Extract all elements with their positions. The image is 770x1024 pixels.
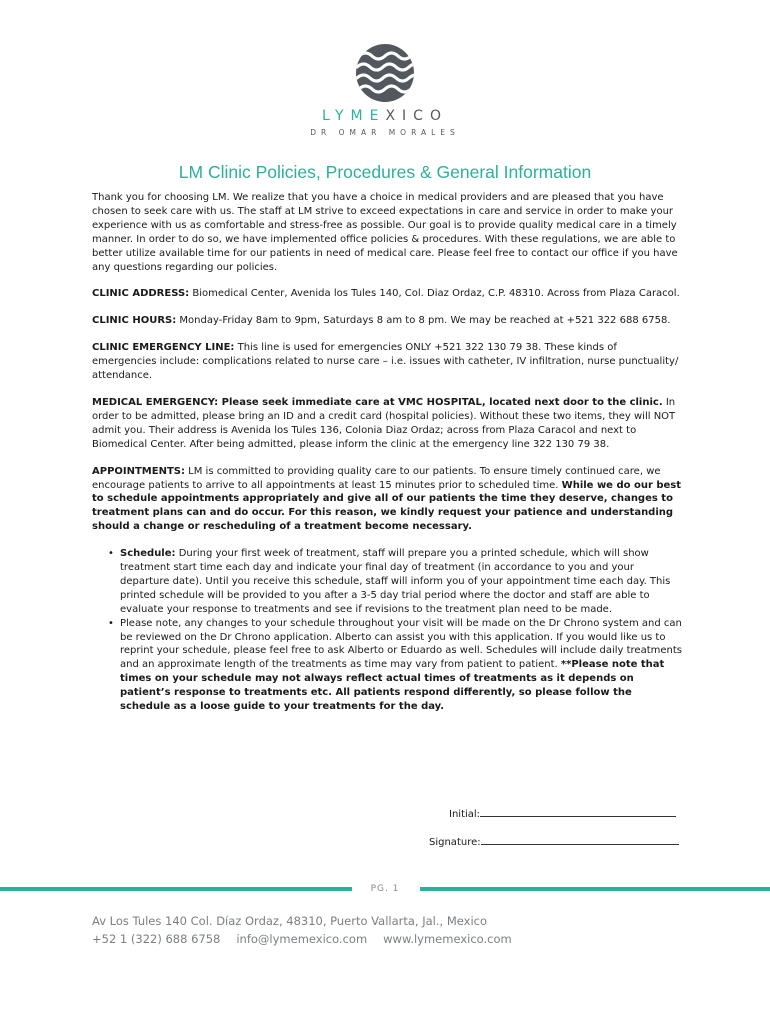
list-item [108, 547, 682, 617]
footer-email[interactable]: info@lymemexico.com [236, 932, 368, 946]
doctor-name: DR OMAR MORALES [310, 128, 460, 137]
brand-rest: XICO [385, 108, 448, 124]
medical-emergency-bold: Please seek immediate care at VMC HOSPITAL, located next door to the clinic. [218, 396, 663, 408]
waves-circle-logo-icon [355, 43, 415, 103]
initial-label: Initial: [449, 809, 481, 820]
clinic-hours-label: CLINIC HOURS: [92, 315, 177, 327]
footer-divider-right [420, 887, 770, 891]
clinic-address-label: CLINIC ADDRESS: [92, 288, 190, 300]
appointments-section [92, 465, 682, 535]
brand-accent: LYME [322, 108, 386, 124]
emergency-line-section [92, 341, 682, 383]
clinic-address-section [92, 287, 682, 301]
medical-emergency-text: In order to be admitted, please bring an ID and a credit card (hospital policies). Without these two items, they will NOT admit you. Their address is Avenida los Tules 136, Colonia Diaz Ordaz; across from Plaza Caracol and next to Biomedical Center. After being admitted, please inform the clinic at the emergency line 322 130 79 38. [92, 396, 676, 450]
clinic-hours-text: Monday-Friday 8am to 9pm, Saturdays 8 am to 8 pm. We may be reached at +521 322 688 6758. [176, 315, 671, 327]
footer-website[interactable]: www.lymemexico.com [383, 932, 512, 946]
bullet-icon: • [108, 548, 114, 560]
signature-field[interactable] [429, 834, 679, 848]
footer-address: Av Los Tules 140 Col. Díaz Ordaz, 48310, Puerto Vallarta, Jal., Mexico [92, 914, 487, 928]
signature-line[interactable] [481, 834, 679, 845]
footer-phone: +52 1 (322) 688 6758 [92, 932, 221, 946]
page-title: LM Clinic Policies, Procedures & General Information [178, 162, 592, 182]
bullet-label: Schedule: [120, 548, 176, 560]
policy-body [92, 191, 682, 714]
clinic-address-text: Biomedical Center, Avenida los Tules 140, Col. Diaz Ordaz, C.P. 48310. Across from Plaza Caracol. [189, 288, 680, 300]
bullet-text: During your first week of treatment, staff will prepare you a printed schedule, which will show treatment start time each day and indicate your final day of treatment (in accordance to you and your departure date). Until you receive this schedule, staff will inform you of your appointment time each day. This printed schedule will be provided to you after a 3-5 day trial period where the doctor and staff are able to evaluate your response to treatments and see if revisions to the treatment plan need to be made. [120, 548, 671, 615]
schedule-bullet-list [92, 547, 682, 714]
brand-name [0, 108, 770, 124]
medical-emergency-section [92, 396, 682, 452]
list-item [108, 617, 682, 714]
appointments-label: APPOINTMENTS: [92, 465, 185, 477]
initial-field[interactable] [449, 806, 676, 820]
initial-line[interactable] [480, 806, 676, 817]
footer-contact [92, 932, 528, 946]
appointments-bold: While we do our best to schedule appointments appropriately and give all of our patients the time they deserve, changes to treatment plans can and do occur. For this reason, we kindly request your patience and understanding should a change or rescheduling of a treatment become necessary. [92, 479, 682, 533]
emergency-line-text: This line is used for emergencies ONLY +521 322 130 79 38. These kinds of emergencies include: complications related to nurse care – i.e. issues with catheter, IV infiltration, nurse punctuality/ attendance. [92, 342, 679, 382]
clinic-hours-section [92, 314, 682, 328]
bullet-text: Please note, any changes to your schedule throughout your visit will be made on the Dr Chrono system and can be reviewed on the Dr Chrono application. Alberto can assist you with this application. If you would like us to reprint your schedule, please feel free to ask Alberto or Eduardo as well. Schedules will include daily treatments and an approximate length of the treatments as time may vary from patient to patient. [120, 617, 682, 671]
intro-paragraph: Thank you for choosing LM. We realize that you have a choice in medical providers and are pleased that you have chosen to seek care with us. The staff at LM strive to exceed expectations in care and service in order to make your experience with us as comfortable and stress-free as possible. Our goal is to provide quality medical care in a timely manner. In order to do so, we have implemented office policies & procedures. With these regulations, we are able to better utilize available time for our patients in need of medical care. Please feel free to contact our office if you have any questions regarding our policies. [92, 192, 678, 273]
page-number: PG. 1 [370, 884, 400, 894]
appointments-text: LM is committed to providing quality care to our patients. To ensure timely continued care, we encourage patients to arrive to all appointments at least 15 minutes prior to scheduled time. [92, 465, 661, 491]
footer-divider-left [0, 887, 352, 891]
signature-label: Signature: [429, 837, 481, 848]
emergency-line-label: CLINIC EMERGENCY LINE: [92, 342, 235, 354]
medical-emergency-label: MEDICAL EMERGENCY: [92, 396, 219, 408]
bullet-bold: **Please note that times on your schedule may not always reflect actual times of treatments as it depends on patient’s response to treatments etc. All patients respond differently, so please follow the schedule as a loose guide to your treatments for the day. [120, 659, 665, 713]
bullet-icon: • [108, 617, 114, 629]
